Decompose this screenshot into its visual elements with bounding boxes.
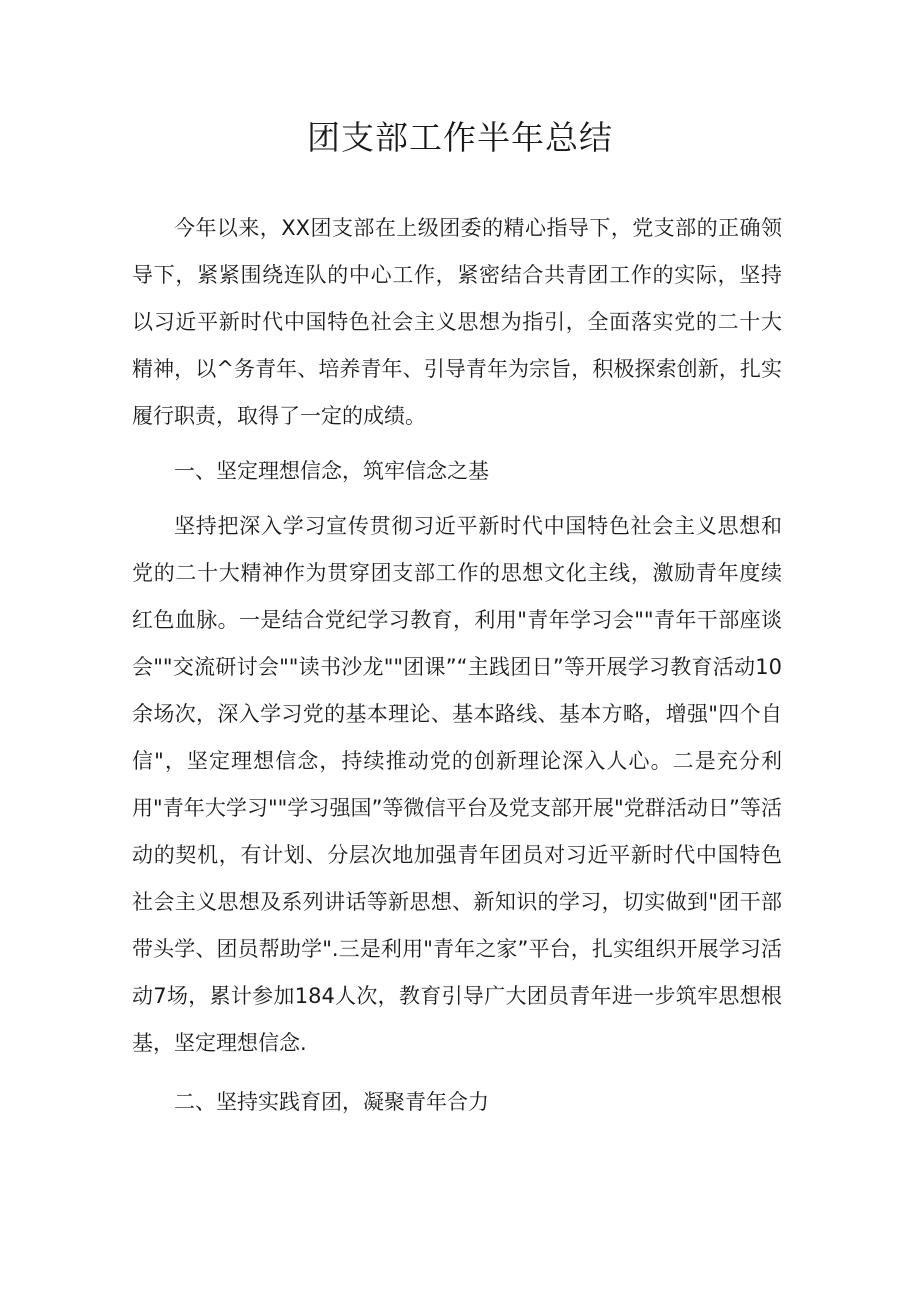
section-1-paragraph: 坚持把深入学习宣传贯彻习近平新时代中国特色社会主义思想和党的二十大精神作为贯穿团支部工作的思想文化主线，激励青年度续红色血脉。一是结合党纪学习教育，利用"青年学习会""青年干部座谈会""交流研讨会""读书沙龙""团课”“主践团日”等开展学习教育活动10余场次，深入学习党的基本理论、基本路线、基本方略，增强"四个自信"，坚定理想信念，持续推动党的创新理论深入人心。二是充分利用"青年大学习""学习强国”等微信平台及党支部开展"党群活动日”等活动的契机，有计划、分层次地加强青年团员对习近平新时代中国特色社会主义思想及系列讲话等新思想、新知识的学习，切实做到"团干部带头学、团员帮助学".三是利用"青年之家”平台，扎实组织开展学习活动7场，累计参加184人次，教育引导广大团员青年进一步筑牢思想根基，坚定理想信念. [132, 514, 782, 1055]
document-body [132, 205, 782, 1126]
section-2-heading: 二、坚持实践育团，凝聚青年合力 [174, 1090, 489, 1114]
section-1-heading: 一、坚定理想信念，筑牢信念之基 [174, 459, 489, 483]
intro-paragraph: 今年以来，XX团支部在上级团委的精心指导下，党支部的正确领导下，紧紧围绕连队的中心工作，紧密结合共青团工作的实际，坚持以习近平新时代中国特色社会主义思想为指引，全面落实党的二十大精神，以^务青年、培养青年、引导青年为宗旨，积极探索创新，扎实履行职责，取得了一定的成绩。 [132, 216, 782, 428]
document-title: 团支部工作半年总结 [307, 118, 613, 157]
